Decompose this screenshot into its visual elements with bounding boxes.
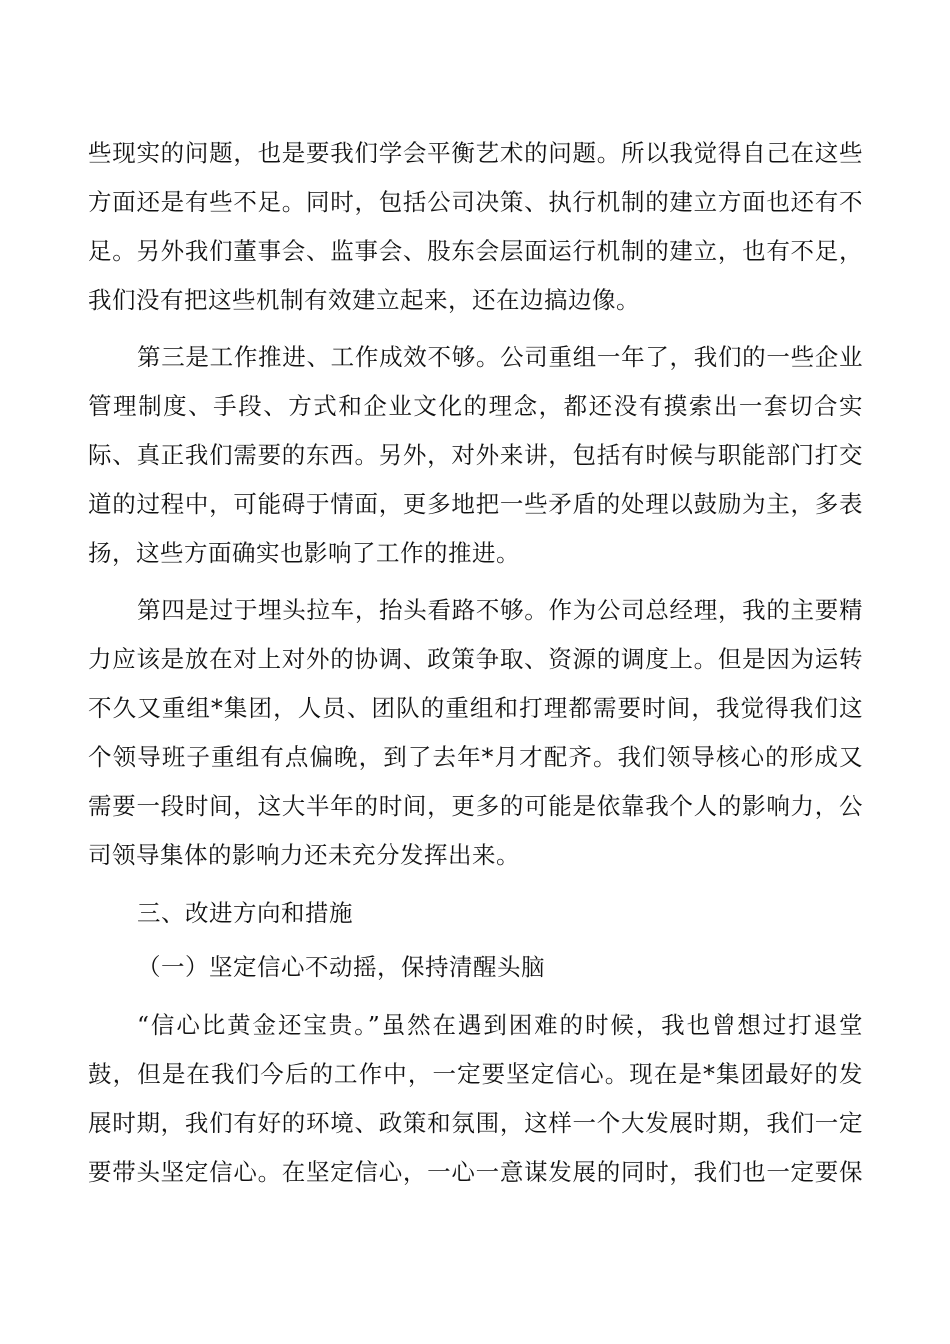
text-line: 要带头坚定信心。在坚定信心，一心一意谋发展的同时，我们也一定要保 xyxy=(88,1158,863,1186)
subsection-heading: （一）坚定信心不动摇，保持清醒头脑 xyxy=(137,953,545,981)
text-line: 足。另外我们董事会、监事会、股东会层面运行机制的建立，也有不足， xyxy=(88,237,863,265)
text-line: 司领导集体的影响力还未充分发挥出来。 xyxy=(88,841,520,869)
text-line: 需要一段时间，这大半年的时间，更多的可能是依靠我个人的影响力，公 xyxy=(88,792,863,820)
text-line: 鼓，但是在我们今后的工作中，一定要坚定信心。现在是*集团最好的发 xyxy=(88,1060,863,1088)
text-line: 第四是过于埋头拉车，抬头看路不够。作为公司总经理，我的主要精 xyxy=(137,596,863,624)
text-line: 际、真正我们需要的东西。另外，对外来讲，包括有时候与职能部门打交 xyxy=(88,441,863,469)
text-line: 扬，这些方面确实也影响了工作的推进。 xyxy=(88,539,520,567)
section-heading: 三、改进方向和措施 xyxy=(137,899,353,927)
text-line: 道的过程中，可能碍于情面，更多地把一些矛盾的处理以鼓励为主，多表 xyxy=(88,490,863,518)
text-line: 展时期，我们有好的环境、政策和氛围，这样一个大发展时期，我们一定 xyxy=(88,1109,863,1137)
text-line: 些现实的问题，也是要我们学会平衡艺术的问题。所以我觉得自己在这些 xyxy=(88,139,863,167)
text-line: 力应该是放在对上对外的协调、政策争取、资源的调度上。但是因为运转 xyxy=(88,645,863,673)
text-line: 个领导班子重组有点偏晚，到了去年*月才配齐。我们领导核心的形成又 xyxy=(88,743,863,771)
text-line: 管理制度、手段、方式和企业文化的理念，都还没有摸索出一套切合实 xyxy=(88,392,863,420)
text-line: 不久又重组*集团，人员、团队的重组和打理都需要时间，我觉得我们这 xyxy=(88,694,863,722)
text-line: 我们没有把这些机制有效建立起来，还在边搞边像。 xyxy=(88,286,640,314)
text-line: “信心比黄金还宝贵。”虽然在遇到困难的时候，我也曾想过打退堂 xyxy=(137,1011,863,1039)
text-line: 方面还是有些不足。同时，包括公司决策、执行机制的建立方面也还有不 xyxy=(88,188,863,216)
text-line: 第三是工作推进、工作成效不够。公司重组一年了，我们的一些企业 xyxy=(137,343,863,371)
